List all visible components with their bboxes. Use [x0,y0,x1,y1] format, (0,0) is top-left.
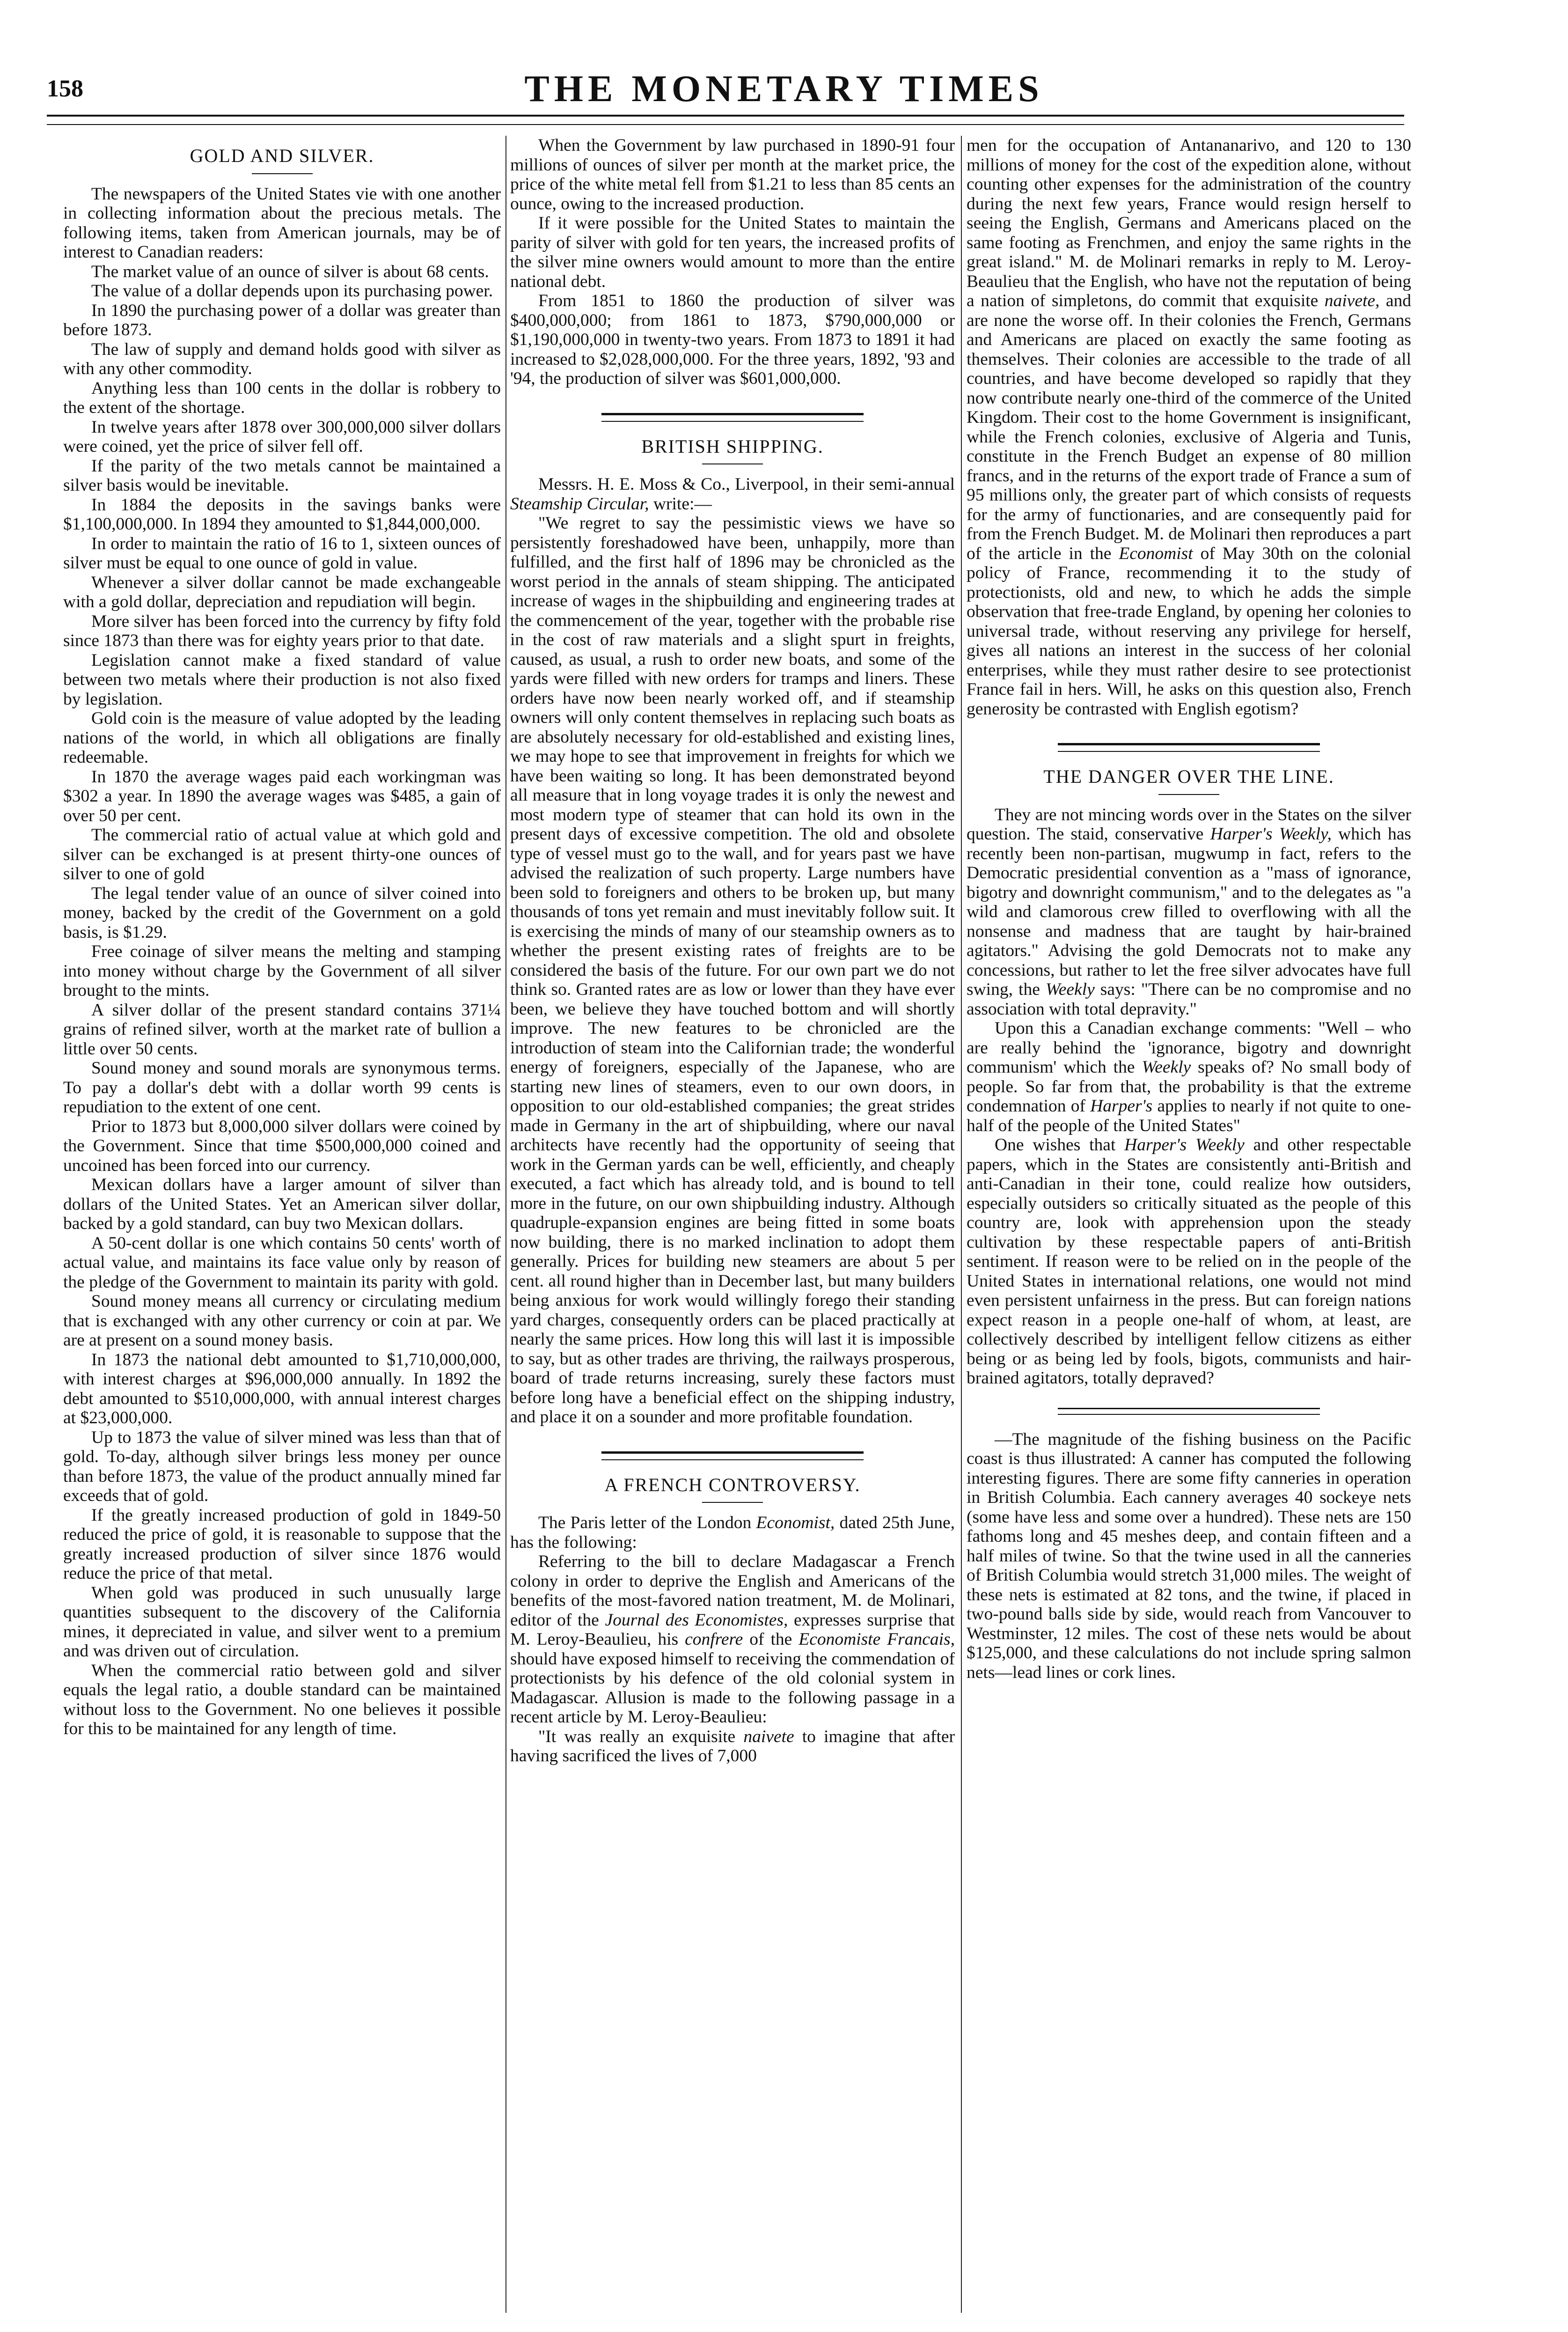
british-shipping-body: "We regret to say the pessimistic views we have so persistently foreshadowed have been, unhappily, more than fulfilled, and the first half of 1896 may be chronicled as the worst period in the annals of steam shipping. The anticipated increase of wages in the shipbuilding and engineering trades at the commencement of the year, together with the probable rise in the cost of raw materials and a slight spurt in freights, caused, as usual, a rush to order new boats, and some of the yards were filled with new orders for tramps and liners. These orders have now been nearly worked off, and if steamship owners will only content themselves in replacing such boats as are absolutely necessary for old-established and existing lines, we may hope to see that improvement in freights for which we have been waiting so long. It has been demonstrated beyond all measure that in long voyage trades it is only the newest and most modern type of steamer that can hold its own in the present days of excessive competition. The old and obsolete type of vessel must go to the wall, and for years past we have advised the realization of such property. Large numbers have been sold to foreigners and others to be broken up, but many thousands of tons yet remain and must inevitably follow suit. It is exercising the minds of many of our steamship owners as to whether the present existing rates of freights are to be considered the basis of the future. For our own part we do not think so. Granted rates are as low or lower than they have ever been, we believe they have touched bottom and will shortly improve. The new features to be chronicled are the introduction of steam into the Californian trade; the wonderful energy of foreigners, especially of the Japanese, who are starting new lines of steamers, even to our own doors, in opposition to our old-established companies; the great strides made in Germany in the art of shipbuilding, where our naval architects have recently had the opportunity of seeing that work in the German yards can be well, efficiently, and cheaply executed, a fact which has already told, and is bound to tell more in the future, on our own shipbuilding industry. Although quadruple-expansion engines are being fitted in some boats now building, there is no marked inclination to adopt them generally. Prices for building new steamers are about 5 per cent. all round higher than in December last, but many builders being anxious for work would willingly forego their standing yard charges, consequently orders can be placed practically at nearly the same prices. How long this will last it is impossible to say, but as other trades are thriving, the railways prosperous, board of trade returns increasing, surely these factors must before long have a beneficial effect on the shipping industry, and place it on a sounder and more profitable foundation. [510,514,955,1427]
column-2 [510,136,955,1766]
gold-silver-body [63,184,501,1739]
gold-silver-paragraph: If it were possible for the United States to maintain the parity of silver with gold for ten years, the increased profits of the silver mine owners would amount to more than the entire national debt. [510,213,955,291]
heading-dash [702,463,763,464]
gold-silver-paragraph: Legislation cannot make a fixed standard of value between two metals where their production is not also fixed by legislation. [63,650,501,709]
gold-silver-paragraph: When gold was produced in such unusually large quantities subsequent to the discovery of the California mines, it depreciated in value, and silver went to a premium and was driven out of circulation. [63,1583,501,1661]
gold-silver-paragraph: A 50-cent dollar is one which contains 50 cents' worth of actual value, and maintains its face value only by reason of the pledge of the Government to maintain its parity with gold. [63,1233,501,1292]
french-controversy-quote-continued: men for the occupation of Antananarivo, and 120 to 130 millions of money for the cost of the expedition alone, without counting other expenses for the administration of the country during the next few years, France would resign herself to seeing the English, Germans and Americans placed on the same footing as Frenchmen, and enjoy the same rights in the great island." M. de Molinari remarks in reply to M. Leroy-Beaulieu that the English, who have not the reputation of being a nation of simpletons, do commit that exquisite naivete, and are none the worse off. In their colonies the French, Germans and Americans are placed on exactly the same footing as themselves. Their colonies are accessible to the trade of all countries, and have become developed so rapidly that they now contribute nearly one-third of the commerce of the United Kingdom. Their cost to the home Government is insignificant, while the French colonies, exclusive of Algeria and Tunis, constitute in the French Budget an expense of 80 million francs, and in the returns of the export trade of France a sum of 95 millions only, the greater part of which consists of requests for the army of functionaries, and are consequently paid for from the French Budget. M. de Molinari then reproduces a part of the article in the Economist of May 30th on the colonial policy of France, recommending it to the study of protectionists, old and new, to which he adds the simple observation that free-trade England, by opening her colonies to universal trade, without reserving any privilege for herself, gives all nations an interest in the success of her colonial enterprises, while they must rather desire to see protectionist France fail in hers. Will, he asks on this question also, French generosity be contrasted with English egotism? [967,136,1411,719]
gold-silver-paragraph: The law of supply and demand holds good with silver as with any other commodity. [63,339,501,378]
gold-silver-paragraph: When the commercial ratio between gold and silver equals the legal ratio, a double standard can be maintained without loss to the Government. No one believes it possible for this to be maintained for any length of time. [63,1661,501,1738]
column-divider [961,136,962,2313]
gold-silver-paragraph: The commercial ratio of actual value at which gold and silver can be exchanged is at present thirty-one ounces of silver to one of gold [63,825,501,883]
header-rule [47,115,1404,125]
fishing-paragraph: —The magnitude of the fishing business on the Pacific coast is thus illustrated: A canner has computed the following interesting figures. There are some fifty canneries in operation in British Columbia. Each cannery averages 40 sockeye nets (some have less and some over a hundred). These nets are 150 fathoms long and 45 meshes deep, and contain fifteen and a half miles of twine. So that the twine used in all the canneries of British Columbia would stretch 31,000 miles. The weight of these nets is estimated at 82 tons, and the twine, if placed in two-pound balls side by side, would reach from Vancouver to Westminster, 12 miles. The cost of these nets would be about $125,000, and these calculations do not include spring salmon nets—lead lines or cork lines. [967,1429,1411,1682]
gold-silver-paragraph: The market value of an ounce of silver is about 68 cents. [91,262,489,281]
gold-silver-paragraph: When the Government by law purchased in 1890-91 four millions of ounces of silver per month at the market price, the price of the white metal fell from $1.21 to less than 85 cents an ounce, owing to the increased production. [510,136,955,213]
french-controversy-heading: A FRENCH CONTROVERSY. [604,1474,861,1495]
heading-dash [702,1502,763,1503]
french-controversy-intro: The Paris letter of the London Economist, dated 25th June, has the following: [510,1513,955,1552]
gold-silver-paragraph: In twelve years after 1878 over 300,000,000 silver dollars were coined, yet the price of silver fell off. [63,417,501,456]
page-number: 158 [47,75,83,102]
gold-silver-paragraph: In 1890 the purchasing power of a dollar was greater than before 1873. [63,301,501,339]
british-shipping-heading: BRITISH SHIPPING. [641,435,824,457]
gold-silver-paragraph: Gold coin is the measure of value adopted by the leading nations of the world, in which all obligations are finally redeemable. [63,709,501,767]
column-1 [63,136,501,1739]
danger-paragraph: Upon this a Canadian exchange comments: "Well – who are really behind the 'ignorance, bigotry and downright communism' which the Weekly speaks of? No small body of people. So far from that, the probability is that the extreme condemnation of Harper's applies to nearly if not quite to one-half of the people of the United States" [967,1019,1411,1135]
masthead-title: THE MONETARY TIMES [524,68,1044,110]
gold-silver-paragraph: Up to 1873 the value of silver mined was less than that of gold. To-day, although silver brings less money per ounce than before 1873, the value of the product annually mined far exceeds that of gold. [63,1427,501,1505]
gold-silver-paragraph: If the greatly increased production of gold in 1849-50 reduced the price of gold, it is reasonable to suppose that the greatly increased production of silver since 1876 would reduce the price of that metal. [63,1505,501,1583]
gold-silver-paragraph: If the parity of the two metals cannot be maintained a silver basis would be inevitable. [63,456,501,495]
gold-silver-paragraph: Sound money means all currency or circulating medium that is exchanged with any other currency or coin at par. We are at present on a sound money basis. [63,1292,501,1350]
column-3 [967,136,1411,1682]
gold-silver-paragraph: Whenever a silver dollar cannot be made exchangeable with a gold dollar, depreciation and repudiation will begin. [63,573,501,611]
danger-paragraph: They are not mincing words over in the States on the silver question. The staid, conservative Harper's Weekly, which has recently been non-partisan, mugwump in fact, refers to the Democratic presidential convention as a "mass of ignorance, bigotry and downright communism," and to the delegates as "a wild and clamorous crew filled to overflowing with all the nonsense and madness that are taught by hair-brained agitators." Advising the gold Democrats not to make any concessions, but rather to let the free silver advocates have full swing, the Weekly says: "There can be no compromise and no association with total depravity." [967,805,1412,1019]
gold-silver-paragraph: In order to maintain the ratio of 16 to 1, sixteen ounces of silver must be equal to one ounce of gold in value. [63,534,501,573]
article-separator [1058,1408,1320,1415]
gold-silver-paragraph: Sound money and sound morals are synonymous terms. To pay a dollar's debt with a dollar worth 99 cents is repudiation to the extent of one cent. [63,1059,501,1117]
british-shipping-intro: Messrs. H. E. Moss & Co., Liverpool, in their semi-annual Steamship Circular, write:— [510,475,955,514]
gold-silver-paragraph: In 1884 the deposits in the savings banks were $1,100,000,000. In 1894 they amounted to $1,844,000,000. [63,495,501,534]
gold-silver-paragraph: Free coinage of silver means the melting and stamping into money without charge by the Government of all silver brought to the mints. [63,942,501,1000]
gold-silver-paragraph: In 1870 the average wages paid each workingman was $302 a year. In 1890 the average wages was $485, a gain of over 50 per cent. [63,767,501,825]
gold-silver-paragraph: Anything less than 100 cents in the dollar is robbery to the extent of the shortage. [63,378,501,417]
gold-silver-paragraph: Mexican dollars have a larger amount of silver than dollars of the United States. Yet an American silver dollar, backed by a gold standard, can buy two Mexican dollars. [63,1175,501,1233]
danger-heading: THE DANGER OVER THE LINE. [1043,766,1334,787]
gold-silver-paragraph: The newspapers of the United States vie with one another in collecting information about the precious metals. The following items, taken from American journals, may be of interest to Canadian readers: [63,184,501,262]
heading-dash [252,173,313,174]
gold-silver-paragraph: A silver dollar of the present standard contains 371¼ grains of refined silver, worth at the market rate of bullion a little over 50 cents. [63,1000,501,1059]
gold-silver-paragraph: Prior to 1873 but 8,000,000 silver dollars were coined by the Government. Since that time $500,000,000 coined and uncoined has been forced into our currency. [63,1117,501,1175]
article-separator [1058,743,1320,752]
gold-silver-paragraph: The value of a dollar depends upon its purchasing power. [91,281,493,301]
gold-silver-paragraph: The legal tender value of an ounce of silver coined into money, backed by the credit of the Government on a gold basis, is $1.29. [63,883,501,942]
heading-dash [1158,794,1219,795]
gold-silver-paragraph: From 1851 to 1860 the production of silver was $400,000,000; from 1861 to 1873, $790,000,000 or $1,190,000,000 in twenty-two years. From 1873 to 1891 it had increased to $2,028,000,000. For the three years, 1892, '93 and '94, the production of silver was $601,000,000. [510,291,955,388]
gold-silver-continued [510,136,955,389]
article-separator [601,1451,864,1460]
french-controversy-paragraph: Referring to the bill to declare Madagascar a French colony in order to deprive the English and Americans of the benefits of the most-favored nation treatment, M. de Molinari, editor of the Journal des Economistes, expresses surprise that M. Leroy-Beaulieu, his confrere of the Economiste Francais, should have exposed himself to receiving the commendation of protectionists by his defence of the old colonial system in Madagascar. Allusion is made to the following passage in a recent article by M. Leroy-Beaulieu: [510,1552,955,1727]
gold-silver-paragraph: More silver has been forced into the currency by fifty fold since 1873 than there was for eighty years prior to that date. [63,611,501,650]
article-separator [601,413,864,422]
gold-silver-heading: GOLD AND SILVER. [190,145,374,166]
gold-silver-paragraph: In 1873 the national debt amounted to $1,710,000,000, with interest charges at $96,000,000 annually. In 1892 the debt amounted to $510,000,000, with annual interest charges at $23,000,000. [63,1350,501,1427]
french-controversy-quote-start: "It was really an exquisite naivete to imagine that after having sacrificed the lives of 7,000 [510,1727,955,1766]
danger-paragraph: One wishes that Harper's Weekly and other respectable papers, which in the States are consistently anti-British and anti-Canadian in their tone, could realize how outsiders, especially outsiders so critically situated as the people of this country are, look with apprehension upon the steady cultivation by these respectable papers of anti-British sentiment. If reason were to be relied on in the people of the United States in international relations, one would not mind even persistent unfairness in the press. But can foreign nations expect reason in a people one-half of whom, at least, are collectively described by intelligent fellow citizens as either being or as being led by fools, bigots, communists and hair-brained agitators, totally depraved? [967,1135,1411,1388]
